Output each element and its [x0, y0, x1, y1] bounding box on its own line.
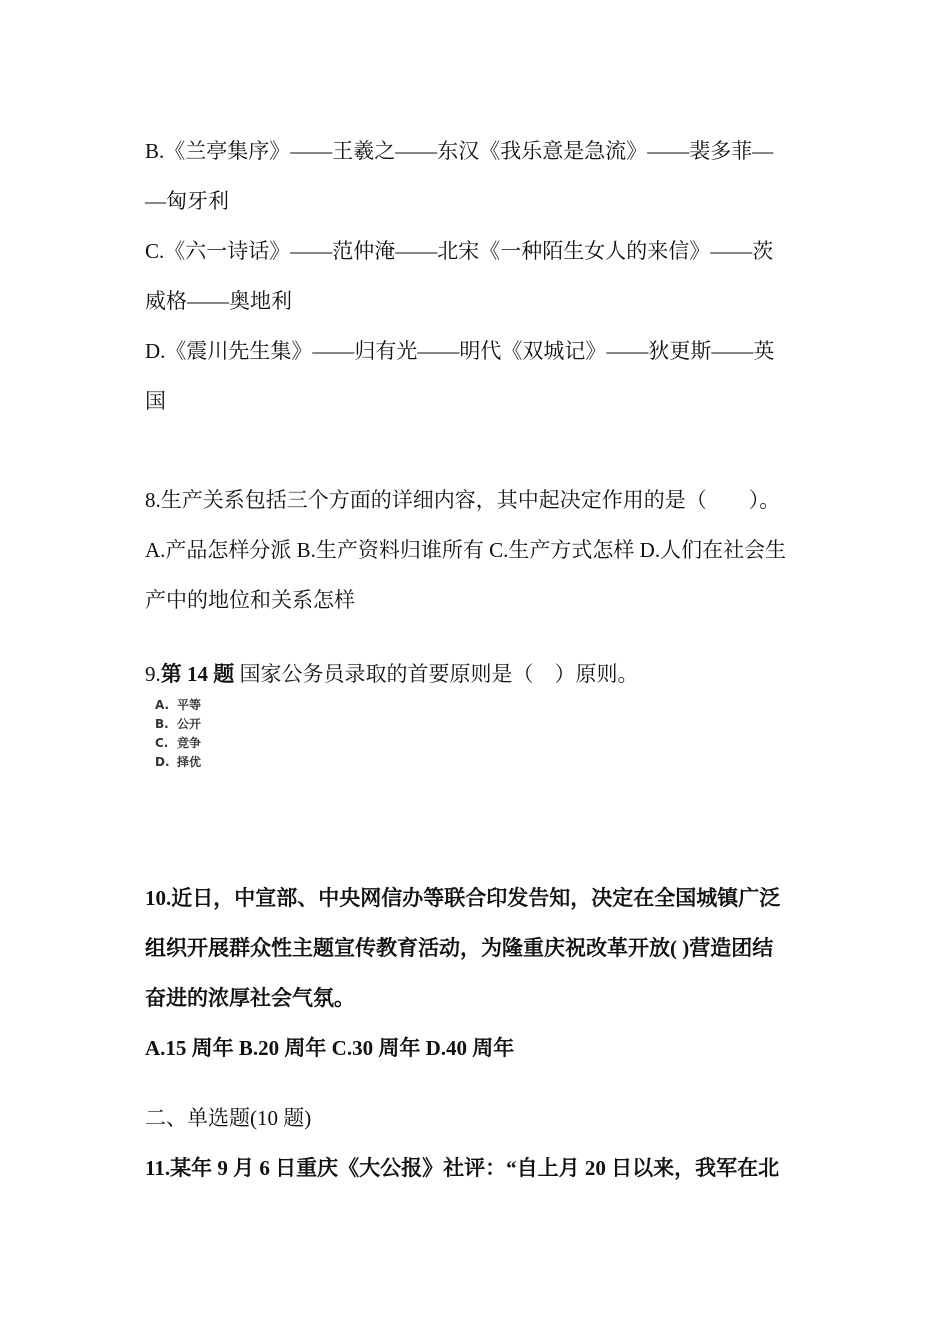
q7-option-b-line1: B.《兰亭集序》——王羲之——东汉《我乐意是急流》——裴多菲— [145, 139, 774, 163]
q7-option-b-line2: —匈牙利 [145, 189, 229, 213]
q10-options: A.15 周年 B.20 周年 C.30 周年 D.40 周年 [145, 1036, 515, 1060]
q7-option-d-line2: 国 [145, 389, 166, 413]
q9-option-b [155, 716, 201, 732]
q9-option-d [155, 754, 201, 770]
q9-option-text: 平等 [177, 698, 202, 712]
section-heading: 二、单选题(10 题) [145, 1106, 312, 1130]
q9-text: 国家公务员录取的首要原则是（ ）原则。 [234, 662, 639, 686]
q10-question-line1: 10.近日，中宣部、中央网信办等联合印发告知，决定在全国城镇广泛 [145, 886, 781, 910]
q7-option-c-line2: 威格——奥地利 [145, 289, 292, 313]
q8-question: 8.生产关系包括三个方面的详细内容，其中起决定作用的是（ ）。 [145, 488, 781, 512]
q9-option-text: 公开 [177, 717, 202, 731]
q9-option-label: C. [155, 736, 169, 750]
q8-options-line2: 产中的地位和关系怎样 [145, 588, 355, 612]
q9-option-label: D. [155, 755, 170, 769]
q7-option-d-line1: D.《震川先生集》——归有光——明代《双城记》——狄更斯——英 [145, 339, 775, 363]
q7-option-c-line1: C.《六一诗话》——范仲淹——北宋《一种陌生女人的来信》——茨 [145, 239, 774, 263]
q9-option-c [155, 735, 201, 751]
q9-number: 9. [145, 662, 161, 686]
q9-bold-label: 第 14 题 [160, 662, 235, 686]
q9-option-label: A. [155, 698, 170, 712]
q10-question-line3: 奋进的浓厚社会气氛。 [145, 986, 355, 1010]
q10-question-line2: 组织开展群众性主题宣传教育活动，为隆重庆祝改革开放( )营造团结 [145, 936, 774, 960]
q9-option-label: B. [155, 717, 169, 731]
q8-options-line1: A.产品怎样分派 B.生产资料归谁所有 C.生产方式怎样 D.人们在社会生 [145, 538, 787, 562]
q9-option-text: 竞争 [177, 736, 202, 750]
q9-question [145, 660, 639, 688]
q9-option-text: 择优 [177, 755, 202, 769]
q9-option-a [155, 697, 201, 713]
q11-question-line1: 11.某年 9 月 6 日重庆《大公报》社评：“自上月 20 日以来，我军在北 [145, 1156, 780, 1180]
